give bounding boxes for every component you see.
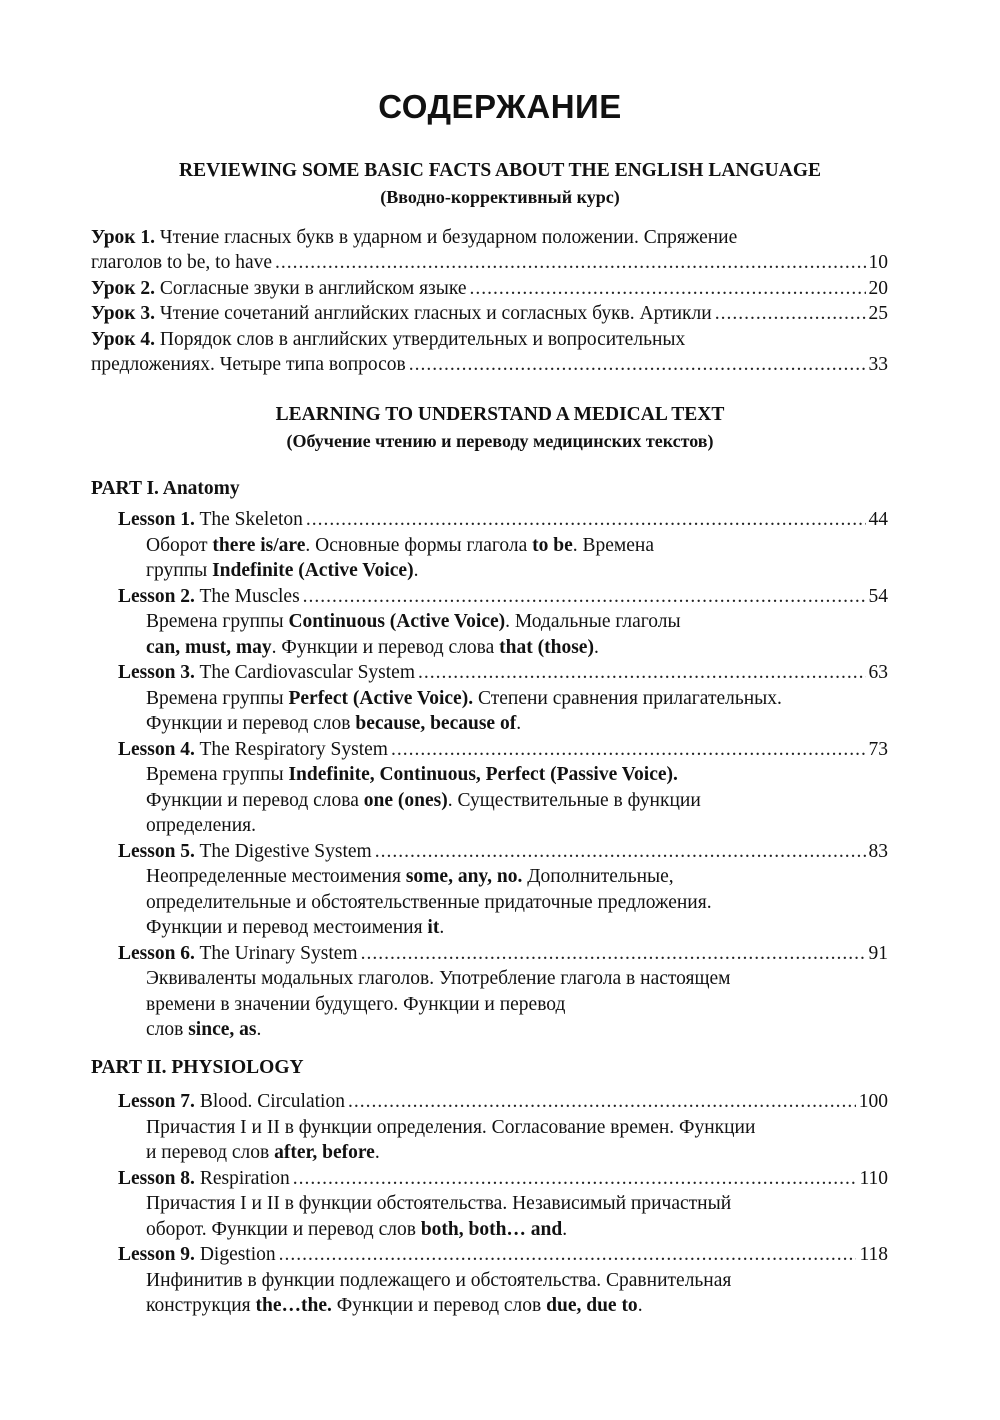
desc-text: . Функции и перевод слова: [271, 636, 500, 658]
toc-entry[interactable]: [91, 251, 888, 275]
dot-leader: [391, 738, 866, 762]
lesson-description: [146, 1116, 755, 1140]
page-number: 33: [868, 354, 888, 375]
lesson-label: Lesson 3.: [118, 662, 195, 683]
toc-entry[interactable]: [91, 353, 888, 377]
desc-term: some, any, no.: [405, 866, 523, 887]
page-title: СОДЕРЖАНИЕ: [378, 88, 622, 125]
toc-entry[interactable]: [91, 277, 888, 301]
lesson-entry[interactable]: [118, 585, 888, 609]
lesson-description: [146, 534, 654, 558]
desc-text: Времена группы: [146, 687, 289, 709]
toc-entry[interactable]: [91, 302, 888, 326]
entry-title: Чтение сочетаний английских гласных и согласных букв. Артикли: [159, 303, 712, 324]
lesson-description: [146, 763, 678, 787]
lesson-description: [146, 993, 565, 1017]
desc-text: оборот. Функции и перевод слов: [146, 1218, 421, 1240]
entry-label: Урок 3.: [91, 303, 156, 324]
lesson-title: Respiration: [199, 1167, 290, 1189]
dot-leader: [418, 661, 866, 685]
desc-text: .: [637, 1295, 643, 1316]
dot-leader: [279, 1243, 857, 1267]
desc-text: Степени сравнения прилагательных.: [473, 687, 782, 709]
desc-text: .: [439, 917, 445, 938]
desc-term: Perfect (Active Voice).: [288, 687, 474, 709]
lesson-description: [146, 687, 782, 711]
lesson-description: [146, 789, 701, 813]
lesson-label: Lesson 9.: [118, 1244, 195, 1265]
toc-entry-line: [91, 226, 737, 250]
section-heading-basic-facts: [35, 158, 965, 210]
desc-text: времени в значении будущего. Функции и перевод: [146, 993, 566, 1015]
lesson-entry[interactable]: [118, 1090, 888, 1114]
desc-term: after, before: [274, 1142, 375, 1163]
lesson-description: [146, 636, 599, 660]
lesson-label: Lesson 5.: [118, 840, 195, 862]
desc-text: Функции и перевод слов: [146, 713, 356, 734]
page-number: 91: [868, 942, 888, 964]
desc-text: .: [516, 713, 522, 734]
lesson-entry[interactable]: [118, 738, 888, 762]
dot-leader: [348, 1090, 856, 1114]
desc-term: both, both… and: [420, 1218, 563, 1240]
lesson-label: Lesson 7.: [118, 1091, 195, 1112]
lesson-description: [146, 814, 256, 838]
desc-text: .: [374, 1142, 380, 1163]
lesson-description: [146, 891, 712, 915]
desc-term: one (ones): [363, 789, 448, 811]
lesson-title: The Muscles: [199, 585, 300, 607]
desc-term: Indefinite (Active Voice): [212, 560, 414, 581]
dot-leader: [275, 251, 865, 275]
desc-text: Эквиваленты модальных глаголов. Употребление глагола в настоящем: [146, 968, 731, 989]
section-subheading: (Вводно-коррективный курс): [380, 187, 620, 207]
entry-title: глаголов to be, to have: [91, 252, 273, 273]
lesson-title: The Skeleton: [199, 509, 303, 530]
page-number: 110: [859, 1167, 888, 1189]
desc-text: Времена группы: [146, 764, 289, 785]
lesson-entry[interactable]: [118, 661, 888, 685]
entry-text: Порядок слов в английских утвердительных и вопросительных: [159, 329, 686, 350]
desc-text: определения.: [146, 815, 257, 836]
section-heading-text: REVIEWING SOME BASIC FACTS ABOUT THE ENGLISH LANGUAGE: [178, 160, 822, 181]
toc-entry-line: [91, 328, 685, 352]
lesson-description: [146, 916, 444, 940]
page-number: 44: [868, 509, 888, 530]
lesson-title: Digestion: [199, 1244, 276, 1265]
lesson-title: The Digestive System: [199, 840, 372, 862]
desc-term: there is/are: [212, 534, 306, 556]
dot-leader: [303, 585, 866, 609]
part-heading-physiology: PART II. PHYSIOLOGY: [91, 1057, 304, 1078]
desc-text: . Модальные глаголы: [505, 611, 681, 632]
lesson-title: The Cardiovascular System: [199, 662, 415, 683]
desc-text: Оборот: [146, 534, 213, 556]
lesson-entry[interactable]: [118, 942, 888, 966]
desc-term: Indefinite, Continuous, Perfect (Passive Voice).: [288, 764, 678, 785]
page-number: 83: [868, 840, 888, 862]
lesson-entry[interactable]: [118, 1167, 888, 1191]
lesson-description: [146, 1141, 380, 1165]
dot-leader: [715, 302, 866, 326]
section-heading-text: LEARNING TO UNDERSTAND A MEDICAL TEXT: [275, 404, 725, 425]
lesson-title: The Urinary System: [199, 942, 358, 964]
desc-text: Функции и перевод слова: [146, 789, 364, 811]
dot-leader: [361, 942, 866, 966]
entry-title: Согласные звуки в английском языке: [159, 278, 467, 299]
lesson-label: Lesson 8.: [118, 1167, 195, 1189]
desc-term: it: [427, 917, 440, 938]
lesson-description: [146, 1218, 567, 1242]
section-heading-medical-text: [35, 402, 965, 454]
lesson-label: Lesson 1.: [118, 509, 195, 530]
lesson-description: [146, 610, 681, 634]
desc-text: определительные и обстоятельственные придаточные предложения.: [146, 891, 712, 913]
lesson-description: [146, 1018, 261, 1042]
lesson-description: [146, 559, 418, 583]
dot-leader: [375, 840, 866, 864]
page-number: 63: [868, 662, 888, 683]
lesson-title: The Respiratory System: [199, 738, 388, 760]
page-number: 118: [859, 1244, 888, 1265]
part-heading-anatomy: PART I. Anatomy: [91, 478, 240, 499]
desc-text: Времена группы: [146, 611, 289, 632]
desc-text: . Времена: [572, 534, 655, 556]
section-subheading: (Обучение чтению и переводу медицинских текстов): [286, 431, 714, 451]
lesson-label: Lesson 4.: [118, 738, 195, 760]
page-number: 20: [868, 278, 888, 299]
desc-text: Дополнительные,: [522, 866, 674, 887]
desc-term: to be: [532, 534, 573, 556]
lesson-entry[interactable]: [118, 840, 888, 864]
desc-term: the…the.: [255, 1295, 332, 1316]
desc-term: because, because of: [355, 713, 517, 734]
lesson-title: Blood. Circulation: [199, 1091, 345, 1112]
page-number: 25: [868, 303, 888, 324]
lesson-label: Lesson 6.: [118, 942, 195, 964]
desc-text: . Существительные в функции: [447, 789, 701, 811]
entry-label: Урок 1.: [91, 227, 156, 248]
lesson-description: [146, 1192, 731, 1216]
desc-text: . Основные формы глагола: [305, 534, 533, 556]
page-number: 100: [858, 1091, 888, 1112]
lesson-entry[interactable]: [118, 508, 888, 532]
lesson-description: [146, 967, 731, 991]
desc-text: и перевод слов: [146, 1142, 275, 1163]
page-number: 10: [868, 252, 888, 273]
desc-term: since, as: [188, 1019, 257, 1040]
entry-label: Урок 4.: [91, 329, 156, 350]
page-number: 54: [868, 585, 888, 607]
dot-leader: [306, 508, 866, 532]
entry-title: предложениях. Четыре типа вопросов: [91, 354, 406, 375]
desc-text: Функции и перевод слов: [331, 1295, 547, 1316]
desc-text: Функции и перевод местоимения: [146, 917, 428, 938]
desc-text: .: [256, 1019, 262, 1040]
entry-text: Чтение гласных букв в ударном и безударном положении. Спряжение: [159, 227, 738, 248]
lesson-description: [146, 1294, 643, 1318]
lesson-description: [146, 1269, 731, 1293]
desc-term: can, must, may: [146, 636, 272, 658]
dot-leader: [293, 1167, 857, 1191]
desc-term: Continuous (Active Voice): [288, 611, 506, 632]
desc-term: due, due to: [546, 1295, 638, 1316]
desc-term: that (those): [499, 636, 594, 658]
desc-text: группы: [146, 560, 213, 581]
desc-text: Неопределенные местоимения: [146, 866, 406, 887]
desc-text: слов: [146, 1019, 189, 1040]
desc-text: .: [593, 636, 599, 658]
lesson-description: [146, 865, 674, 889]
dot-leader: [470, 277, 866, 301]
dot-leader: [409, 353, 866, 377]
desc-text: конструкция: [146, 1295, 256, 1316]
lesson-label: Lesson 2.: [118, 585, 195, 607]
desc-text: Инфинитив в функции подлежащего и обстоятельства. Сравнительная: [146, 1269, 732, 1291]
desc-text: Причастия I и II в функции определения. Согласование времен. Функции: [146, 1116, 756, 1138]
entry-label: Урок 2.: [91, 278, 156, 299]
page-number: 73: [868, 738, 888, 760]
desc-text: Причастия I и II в функции обстоятельства. Независимый причастный: [146, 1193, 732, 1214]
lesson-entry[interactable]: [118, 1243, 888, 1267]
desc-text: .: [562, 1218, 568, 1240]
lesson-description: [146, 712, 521, 736]
desc-text: .: [413, 560, 419, 581]
